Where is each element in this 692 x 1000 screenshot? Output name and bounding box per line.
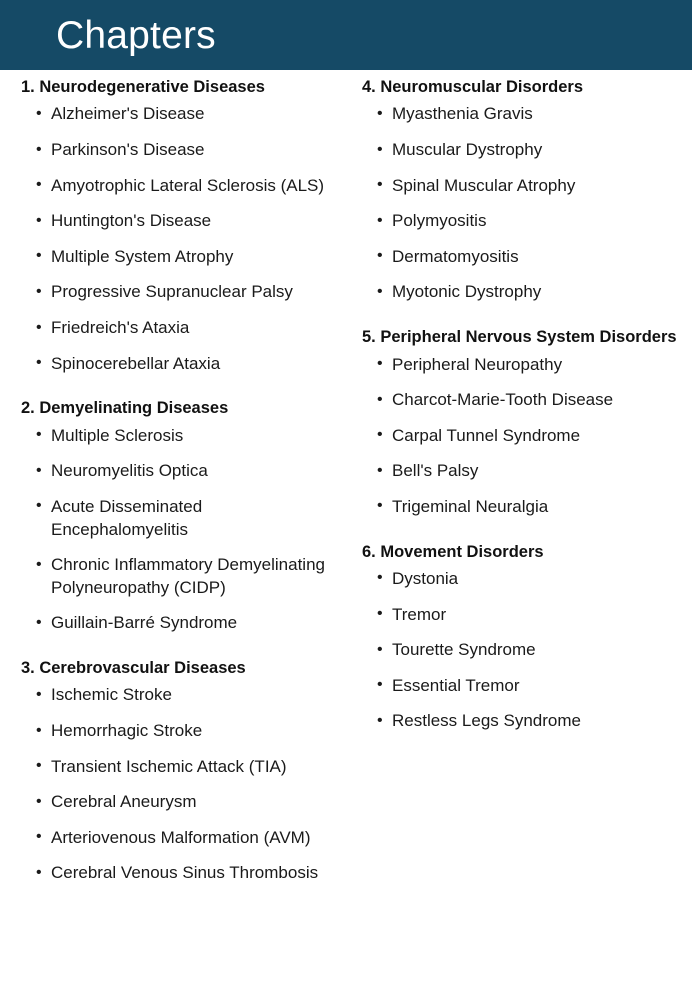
- chapter-section: [21, 76, 336, 375]
- chapters-content: [0, 70, 692, 898]
- list-item[interactable]: • Acute Disseminated Encephalomyelitis: [21, 496, 336, 541]
- list-item[interactable]: • Carpal Tunnel Syndrome: [354, 425, 682, 448]
- chapter-section: [354, 326, 682, 518]
- list-item[interactable]: • Alzheimer's Disease: [21, 103, 336, 126]
- chapter-item-list: [354, 568, 682, 733]
- list-item[interactable]: • Charcot-Marie-Tooth Disease: [354, 389, 682, 412]
- list-item[interactable]: • Cerebral Venous Sinus Thrombosis: [21, 862, 336, 885]
- list-item[interactable]: • Ischemic Stroke: [21, 684, 336, 707]
- right-column: [346, 70, 692, 746]
- list-item[interactable]: • Tremor: [354, 604, 682, 627]
- list-item[interactable]: • Transient Ischemic Attack (TIA): [21, 756, 336, 779]
- list-item[interactable]: • Parkinson's Disease: [21, 139, 336, 162]
- chapter-item-list: [21, 425, 336, 635]
- chapter-section: [354, 541, 682, 733]
- list-item[interactable]: • Trigeminal Neuralgia: [354, 496, 682, 519]
- list-item[interactable]: • Amyotrophic Lateral Sclerosis (ALS): [21, 175, 336, 198]
- chapter-heading: 3. Cerebrovascular Diseases: [21, 658, 246, 677]
- list-item[interactable]: • Spinal Muscular Atrophy: [354, 175, 682, 198]
- list-item[interactable]: • Bell's Palsy: [354, 460, 682, 483]
- list-item[interactable]: • Neuromyelitis Optica: [21, 460, 336, 483]
- list-item[interactable]: • Guillain-Barré Syndrome: [21, 612, 336, 635]
- list-item[interactable]: • Dystonia: [354, 568, 682, 591]
- list-item[interactable]: • Hemorrhagic Stroke: [21, 720, 336, 743]
- chapter-heading: 6. Movement Disorders: [362, 542, 544, 561]
- chapter-section: [21, 657, 336, 885]
- list-item[interactable]: • Multiple Sclerosis: [21, 425, 336, 448]
- chapter-heading: 1. Neurodegenerative Diseases: [21, 78, 265, 96]
- left-column: [0, 70, 346, 898]
- list-item[interactable]: • Myotonic Dystrophy: [354, 281, 682, 304]
- chapter-heading: 4. Neuromuscular Disorders: [362, 78, 583, 96]
- list-item[interactable]: • Arteriovenous Malformation (AVM): [21, 827, 336, 850]
- list-item[interactable]: • Tourette Syndrome: [354, 639, 682, 662]
- chapter-item-list: [354, 354, 682, 519]
- chapter-item-list: [21, 684, 336, 885]
- list-item[interactable]: • Huntington's Disease: [21, 210, 336, 233]
- list-item[interactable]: • Chronic Inflammatory Demyelinating Polyneuropathy (CIDP): [21, 554, 336, 599]
- list-item[interactable]: • Restless Legs Syndrome: [354, 710, 682, 733]
- chapter-heading: 5. Peripheral Nervous System Disorders: [362, 328, 677, 347]
- list-item[interactable]: • Peripheral Neuropathy: [354, 354, 682, 377]
- list-item[interactable]: • Muscular Dystrophy: [354, 139, 682, 162]
- list-item[interactable]: • Cerebral Aneurysm: [21, 791, 336, 814]
- list-item[interactable]: • Spinocerebellar Ataxia: [21, 353, 336, 376]
- list-item[interactable]: • Polymyositis: [354, 210, 682, 233]
- chapter-item-list: [21, 103, 336, 375]
- page-header: [0, 0, 692, 70]
- chapter-section: [354, 76, 682, 304]
- chapter-item-list: [354, 103, 682, 304]
- list-item[interactable]: • Essential Tremor: [354, 675, 682, 698]
- list-item[interactable]: • Friedreich's Ataxia: [21, 317, 336, 340]
- list-item[interactable]: • Myasthenia Gravis: [354, 103, 682, 126]
- chapter-heading: 2. Demyelinating Diseases: [21, 399, 229, 418]
- list-item[interactable]: • Progressive Supranuclear Palsy: [21, 281, 336, 304]
- list-item[interactable]: • Multiple System Atrophy: [21, 246, 336, 269]
- chapter-section: [21, 397, 336, 635]
- page-title: Chapters: [56, 13, 216, 57]
- list-item[interactable]: • Dermatomyositis: [354, 246, 682, 269]
